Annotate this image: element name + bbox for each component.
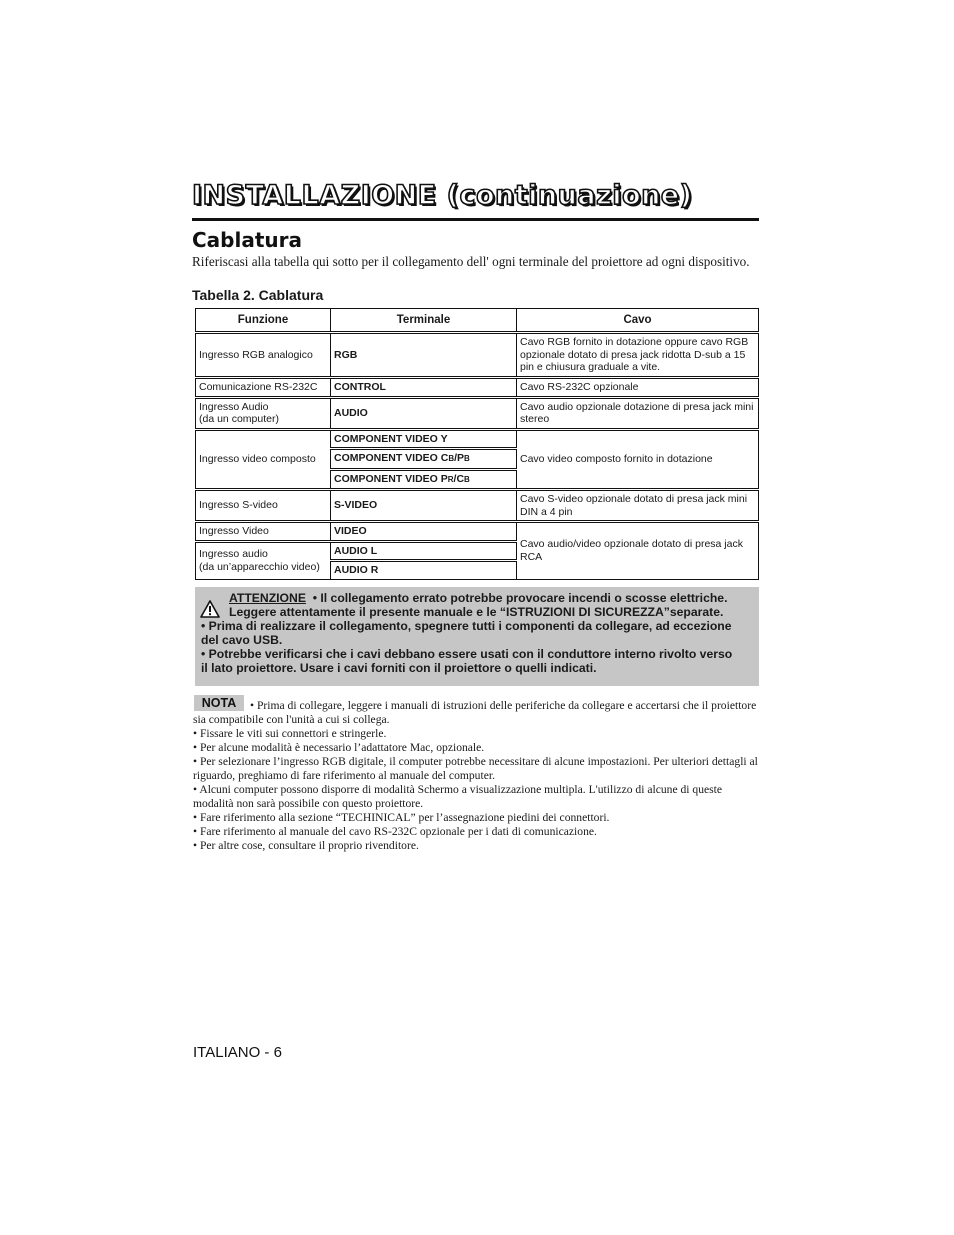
cell-funzione: Ingresso RGB analogico [196,333,331,378]
table-row [196,490,759,522]
cell-terminale: AUDIO L [331,541,517,561]
terminale-cb-mid: /P [454,452,465,464]
funzione-line-1: Ingresso audio [199,548,268,560]
note-item: • Fare riferimento al manuale del cavo RS-232C opzionale per i dati di comunicazione. [193,825,597,838]
cell-funzione: Ingresso S-video [196,490,331,522]
terminale-cb-prefix: COMPONENT VIDEO C [334,452,449,464]
warning-line-6: il lato proiettore. Usare i cavi forniti con il proiettore o quelli indicati. [201,661,597,675]
table-row [196,378,759,398]
cell-cavo: Cavo audio opzionale dotazione di presa jack mini stereo [517,397,759,429]
cell-terminale: AUDIO [331,397,517,429]
warning-line-3: • Prima di realizzare il collegamento, spegnere tutti i componenti da collegare, ad eccezione [201,619,732,633]
table-caption: Tabella 2. Cablatura [192,287,324,303]
table-row [196,522,759,542]
funzione-line-2: (da un computer) [199,413,279,425]
cell-cavo: Cavo video composto fornito in dotazione [517,429,759,490]
warning-line-1 [229,591,727,605]
table-header-row [196,309,759,333]
cell-terminale: VIDEO [331,522,517,542]
note-label: NOTA [194,695,244,711]
header-terminale: Terminale [331,309,517,333]
cabling-table [195,308,759,580]
cell-terminale [331,449,517,470]
header-cavo: Cavo [517,309,759,333]
cell-terminale: COMPONENT VIDEO Y [331,429,517,449]
warning-line-4: del cavo USB. [201,633,283,647]
cell-cavo: Cavo RGB fornito in dotazione oppure cavo RGB opzionale dotato di presa jack ridotta D-sub a 15 pin e chiusura graduale a vite. [517,333,759,378]
intro-paragraph: Riferiscasi alla tabella qui sotto per il collegamento dell' ogni terminale del proiettore ad ogni dispositivo. [192,254,750,269]
note-item: • Alcuni computer possono disporre di modalità Schermo a visualizzazione multipla. L'utilizzo di alcune di queste modalità non sarà possibile con questo proiettore. [193,783,723,810]
header-funzione: Funzione [196,309,331,333]
warning-line-2: Leggere attentamente il presente manuale e le “ISTRUZIONI DI SICUREZZA”separate. [229,605,724,619]
page-title: INSTALLAZIONE (continuazione) [192,180,693,211]
funzione-line-2: (da un’apparecchio video) [199,560,320,573]
note-item: • Per selezionare l’ingresso RGB digitale, il computer potrebbe necessitare di alcune impostazioni. Per ulteriori dettagli al riguardo, preghiamo di fare riferimento al manuale del computer. [193,755,758,782]
cell-funzione: Ingresso video composto [196,429,331,490]
note-item: • Fissare le viti sui connettori e stringerle. [193,727,387,740]
note-list [193,699,758,853]
warning-box [195,587,759,686]
note-item: • Prima di collegare, leggere i manuali di istruzioni delle periferiche da collegare e accertarsi che il proiettore sia compatibile con l'unità a cui si collega. [193,699,757,726]
cell-terminale: S-VIDEO [331,490,517,522]
cell-cavo: Cavo audio/video opzionale dotato di presa jack RCA [517,522,759,580]
cell-cavo: Cavo S-video opzionale dotato di presa jack mini DIN a 4 pin [517,490,759,522]
warning-label: ATTENZIONE [229,591,306,605]
note-item: • Fare riferimento alla sezione “TECHINICAL” per l’assegnazione piedini dei connettori. [193,811,610,824]
table-row [196,333,759,378]
note-item: • Per alcune modalità è necessario l’adattatore Mac, opzionale. [193,741,485,754]
cell-funzione: Comunicazione RS-232C [196,378,331,398]
terminale-cb-sub2: B [464,454,470,463]
cell-terminale: AUDIO R [331,561,517,580]
cell-terminale: RGB [331,333,517,378]
title-rule [192,218,759,221]
cell-funzione [196,397,331,429]
cell-funzione [196,541,331,579]
terminale-cr-sub2: B [464,474,470,484]
table-row [196,429,759,449]
section-title: Cablatura [192,228,302,252]
note-item: • Per altre cose, consultare il proprio rivenditore. [193,839,419,852]
page-number: ITALIANO - 6 [193,1044,282,1061]
warning-icon [200,600,220,618]
cell-terminale [331,469,517,490]
terminale-cr-mid: /C [453,472,465,485]
terminale-cr-sub1: R [447,474,454,484]
cell-terminale: CONTROL [331,378,517,398]
terminale-cr-prefix: COMPONENT VIDEO P [334,472,448,485]
cell-cavo: Cavo RS-232C opzionale [517,378,759,398]
warning-text-1: • Il collegamento errato potrebbe provocare incendi o scosse elettriche. [312,591,728,605]
terminale-cb-sub1: B [448,454,455,463]
table-row [196,397,759,429]
warning-line-5: • Potrebbe verificarsi che i cavi debbano essere usati con il conduttore interno rivolto verso [201,647,733,661]
cell-funzione: Ingresso Video [196,522,331,542]
funzione-line-1: Ingresso Audio [199,400,269,413]
